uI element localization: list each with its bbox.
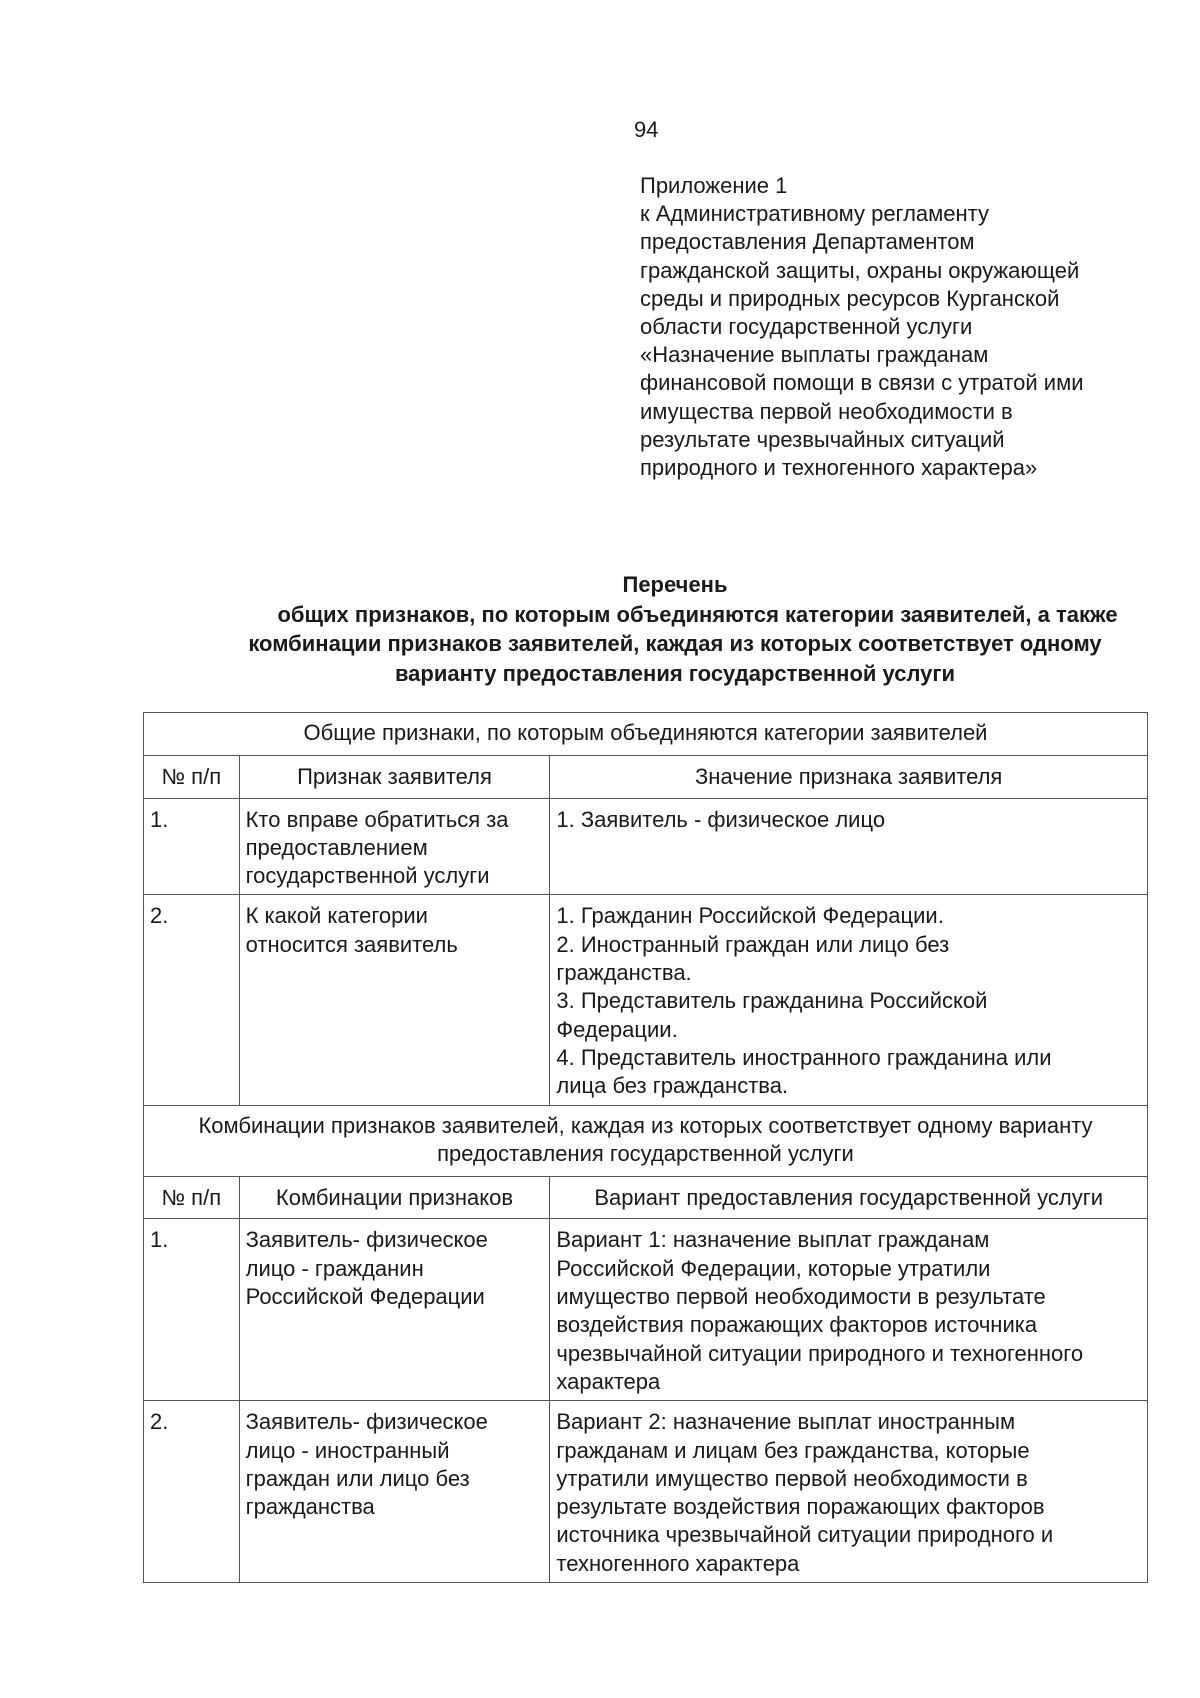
appendix-line: к Административному регламенту [640,201,990,227]
table-row [144,1219,1148,1401]
cell-line: К какой категории [245,903,428,929]
appendix-line: предоставления Департаментом [640,229,975,255]
cell-line: Федерации. [556,1016,678,1042]
row-variant [550,1401,1148,1583]
appendix-line: гражданской защиты, охраны окружающей [640,257,1080,283]
col-header-variant: Вариант предоставления государственной услуги [550,1177,1148,1219]
cell-line: гражданства [245,1494,375,1520]
appendix-line: «Назначение выплаты гражданам [640,342,989,368]
section1-title: Общие признаки, по которым объединяются категории заявителей [144,713,1148,756]
cell-line: Вариант 1: назначение выплат гражданам [556,1227,990,1253]
cell-line: чрезвычайной ситуации природного и техногенного [556,1340,1084,1366]
cell-line: утратили имущество первой необходимости в [556,1465,1028,1491]
cell-line: лицо - иностранный [245,1437,450,1463]
row-combo [239,1219,550,1401]
cell-line: 2. Иностранный граждан или лицо без [556,931,950,957]
row-number: 2. [144,1401,240,1583]
heading-title: Перечень [622,572,728,597]
cell-line: Заявитель- физическое [245,1227,488,1253]
cell-line: техногенного характера [556,1550,800,1576]
page-number: 94 [634,117,659,142]
cell-line: Вариант 2: назначение выплат иностранным [556,1409,1016,1435]
cell-line: имущество первой необходимости в результате [556,1284,1046,1310]
cell-line: гражданства. [556,960,692,986]
column-header-row [144,1177,1148,1219]
appendix-line: результате чрезвычайных ситуаций [640,426,1005,452]
appendix-line: среды и природных ресурсов Курганской [640,285,1060,311]
cell-line: лица без гражданства. [556,1073,789,1099]
cell-line: Российской Федерации [245,1284,485,1310]
col-header-number: № п/п [144,1177,240,1219]
appendix-line: имущества первой необходимости в [640,398,1013,424]
cell-line: граждан или лицо без [245,1465,470,1491]
heading-line: комбинации признаков заявителей, каждая из которых соответствует одному [248,631,1102,656]
section2-title [144,1105,1148,1177]
table-row [144,895,1148,1105]
col-header-sign: Признак заявителя [239,756,550,798]
table-row [144,1401,1148,1583]
table-row [144,798,1148,895]
cell-line: гражданам и лицам без гражданства, которые [556,1437,1030,1463]
cell-line: результате воздействия поражающих факторов [556,1494,1045,1520]
document-heading [110,570,1200,688]
heading-line: варианту предоставления государственной услуги [394,660,956,686]
column-header-row [144,756,1148,798]
cell-line: характера [556,1368,661,1394]
row-value [550,895,1148,1105]
cell-line: государственной услуги [245,863,490,889]
appendix-block [640,172,1160,482]
row-number: 1. [144,1219,240,1401]
appendix-line: области государственной услуги [640,314,973,340]
cell-line: 4. Представитель иностранного гражданина или [556,1044,1052,1070]
cell-line: воздействия поражающих факторов источника [556,1312,1038,1338]
cell-line: предоставлением [245,834,428,860]
cell-line: Кто вправе обратиться за [245,806,509,832]
cell-line: 1. Гражданин Российской Федерации. [556,903,944,929]
row-sign [239,895,550,1105]
row-value [550,798,1148,895]
col-header-value: Значение признака заявителя [550,756,1148,798]
row-variant [550,1219,1148,1401]
cell-line: Российской Федерации, которые утратили [556,1255,991,1281]
col-header-number: № п/п [144,756,240,798]
section-title-row [144,713,1148,756]
row-number: 2. [144,895,240,1105]
cell-line: 3. Представитель гражданина Российской [556,988,988,1014]
section2-title-line: предоставления государственной услуги [437,1140,854,1166]
appendix-line: финансовой помощи в связи с утратой ими [640,370,1084,396]
cell-line: 1. Заявитель - физическое лицо [556,806,886,832]
appendix-line: природного и техногенного характера» [640,455,1038,481]
col-header-combo: Комбинации признаков [239,1177,550,1219]
appendix-line: Приложение 1 [640,173,788,198]
row-number: 1. [144,798,240,895]
cell-line: Заявитель- физическое [245,1409,488,1435]
section2-title-line: Комбинации признаков заявителей, каждая из которых соответствует одному варианту [198,1112,1093,1138]
row-combo [239,1401,550,1583]
cell-line: лицо - гражданин [245,1255,424,1281]
heading-line: общих признаков, по которым объединяются категории заявителей, а также [277,601,1118,627]
applicant-signs-table [143,712,1148,1583]
row-sign [239,798,550,895]
cell-line: источника чрезвычайной ситуации природного и [556,1522,1054,1548]
cell-line: относится заявитель [245,931,458,957]
section-title-row [144,1105,1148,1177]
